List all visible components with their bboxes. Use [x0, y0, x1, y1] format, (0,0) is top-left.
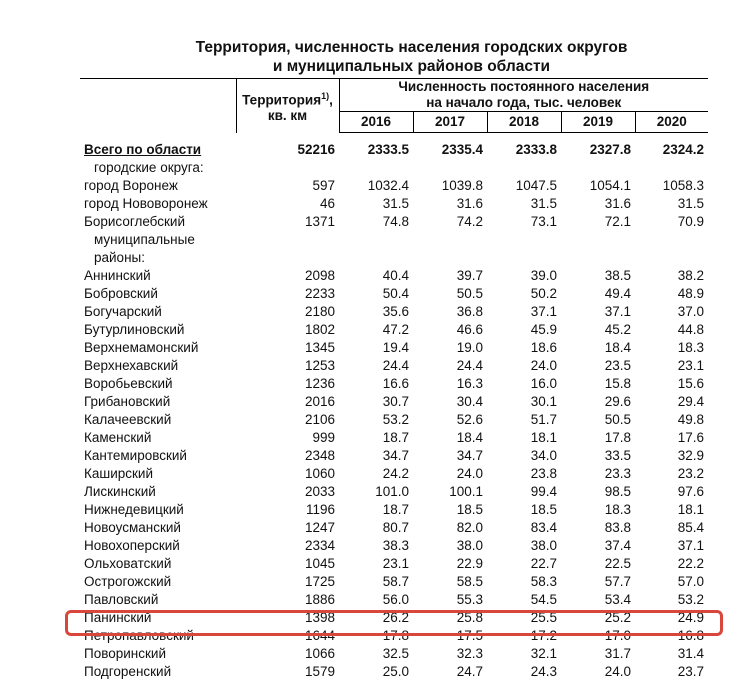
territory-column-header [236, 79, 339, 133]
row-value: 73.1 [530, 214, 557, 229]
row-value: 26.2 [382, 610, 409, 625]
row-value: 39.7 [456, 268, 483, 283]
row-value: 31.6 [604, 196, 631, 211]
row-name: Лискинский [84, 484, 156, 499]
row-value: 35.6 [382, 304, 409, 319]
table-row [80, 483, 708, 501]
table-row [80, 447, 708, 465]
row-value: 45.9 [530, 322, 557, 337]
row-area: 2233 [304, 286, 335, 301]
row-value: 31.5 [530, 196, 557, 211]
row-area: 2016 [304, 394, 335, 409]
row-value: 47.2 [382, 322, 409, 337]
row-value: 31.5 [677, 196, 705, 211]
total-name: Всего по области [84, 141, 202, 157]
table-row [80, 627, 708, 645]
row-value: 15.8 [604, 376, 631, 391]
row-value: 38.0 [456, 538, 483, 553]
row-value: 50.5 [604, 412, 631, 427]
table-row [80, 267, 708, 285]
row-value: 31.4 [677, 646, 705, 661]
row-value: 37.1 [604, 304, 631, 319]
row-value: 31.5 [382, 196, 409, 211]
row-value: 74.2 [456, 214, 483, 229]
territory-suffix: , [329, 92, 333, 107]
row-area: 1802 [304, 322, 335, 337]
row-area: 1345 [304, 340, 335, 355]
table-row [80, 177, 708, 195]
row-area: 2348 [304, 448, 335, 463]
row-value: 18.1 [677, 502, 705, 517]
row-name: Павловский [84, 592, 159, 607]
year-header: 2020 [635, 112, 708, 133]
row-value: 1054.1 [589, 178, 631, 193]
row-value: 29.6 [604, 394, 631, 409]
row-value: 48.9 [677, 286, 705, 301]
title-line-1: Территория, численность населения городских округов [195, 39, 628, 56]
total-value: 2333.5 [367, 142, 409, 157]
row-value: 53.2 [382, 412, 409, 427]
row-name: Аннинский [84, 268, 151, 283]
row-value: 32.5 [382, 646, 409, 661]
table-row [80, 321, 708, 339]
row-value: 97.6 [677, 484, 705, 499]
row-area: 1886 [304, 592, 335, 607]
row-value: 58.3 [530, 574, 557, 589]
row-name: Новохоперский [84, 538, 180, 553]
row-value: 24.7 [456, 664, 483, 679]
table-row [80, 573, 708, 591]
table-row [80, 429, 708, 447]
row-value: 30.1 [530, 394, 557, 409]
row-value: 83.4 [530, 520, 557, 535]
row-value: 16.3 [456, 376, 483, 391]
table-row [80, 375, 708, 393]
row-value: 57.7 [604, 574, 631, 589]
row-name: Панинский [84, 610, 152, 625]
total-value: 2335.4 [441, 142, 483, 157]
row-value: 24.4 [456, 358, 483, 373]
row-value: 18.5 [456, 502, 483, 517]
total-value: 2327.8 [589, 142, 631, 157]
row-name: Бутурлиновский [84, 322, 185, 337]
row-value: 37.1 [677, 538, 705, 553]
row-name: Нижнедевицкий [84, 502, 184, 517]
row-value: 24.0 [604, 664, 631, 679]
row-value: 17.5 [456, 628, 483, 643]
table-row [80, 591, 708, 609]
row-value: 23.1 [677, 358, 705, 373]
table-row [80, 357, 708, 375]
total-value: 2333.8 [515, 142, 557, 157]
row-value: 34.0 [530, 448, 557, 463]
row-value: 58.7 [382, 574, 409, 589]
table-row [80, 519, 708, 537]
section-label-row [80, 249, 708, 267]
row-name: город Нововоронеж [84, 196, 208, 211]
row-value: 34.7 [456, 448, 483, 463]
row-value: 23.1 [382, 556, 409, 571]
row-value: 24.4 [382, 358, 409, 373]
row-value: 31.6 [456, 196, 483, 211]
row-value: 36.8 [456, 304, 483, 319]
row-value: 18.6 [530, 340, 557, 355]
row-value: 83.8 [604, 520, 631, 535]
row-value: 34.7 [382, 448, 409, 463]
row-name: Новоусманский [84, 520, 181, 535]
total-value: 2324.2 [662, 142, 705, 157]
row-value: 52.6 [456, 412, 483, 427]
row-name: Верхнехавский [84, 358, 179, 373]
row-value: 44.8 [677, 322, 705, 337]
row-value: 50.2 [530, 286, 557, 301]
row-value: 22.9 [456, 556, 483, 571]
row-name: Поворинский [84, 646, 166, 661]
row-name: Богучарский [84, 304, 162, 319]
row-value: 18.3 [604, 502, 631, 517]
row-area: 2106 [304, 412, 335, 427]
row-value: 25.8 [456, 610, 483, 625]
row-value: 58.5 [456, 574, 483, 589]
row-area: 597 [312, 178, 335, 193]
row-value: 22.7 [530, 556, 557, 571]
table-row [80, 195, 708, 213]
table-row [80, 339, 708, 357]
section-label-row [80, 159, 708, 177]
row-value: 17.8 [604, 430, 631, 445]
population-header-line-2: на начало года, тыс. человек [426, 95, 622, 110]
row-value: 49.4 [604, 286, 631, 301]
row-value: 38.2 [677, 268, 705, 283]
territory-unit: кв. км [267, 108, 308, 123]
row-value: 40.4 [382, 268, 409, 283]
header-row [80, 79, 708, 112]
row-value: 18.4 [604, 340, 631, 355]
row-value: 31.7 [604, 646, 631, 661]
name-column-header [80, 79, 236, 133]
row-value: 18.7 [382, 502, 409, 517]
row-value: 16.0 [530, 376, 557, 391]
title-line-2: и муниципальных районов области [272, 58, 551, 75]
total-row [80, 133, 708, 160]
row-value: 1058.3 [662, 178, 705, 193]
year-header: 2016 [339, 112, 413, 133]
row-value: 16.8 [677, 628, 705, 643]
row-name: Каменский [84, 430, 152, 445]
row-value: 38.5 [604, 268, 631, 283]
row-value: 22.2 [677, 556, 705, 571]
row-value: 25.5 [530, 610, 557, 625]
row-name: Петропавловский [84, 628, 194, 643]
row-name: Калачеевский [84, 412, 172, 427]
row-value: 18.5 [530, 502, 557, 517]
row-area: 1045 [304, 556, 335, 571]
row-value: 16.6 [382, 376, 409, 391]
table-row [80, 501, 708, 519]
row-value: 56.0 [382, 592, 409, 607]
row-value: 30.4 [456, 394, 483, 409]
row-value: 33.5 [604, 448, 631, 463]
row-value: 18.3 [677, 340, 705, 355]
row-area: 2033 [304, 484, 335, 499]
row-value: 25.2 [604, 610, 631, 625]
territory-footnote: 1) [321, 90, 330, 101]
table-row [80, 285, 708, 303]
row-name: Острогожский [84, 574, 172, 589]
row-area: 1371 [304, 214, 335, 229]
row-area: 1579 [304, 664, 335, 679]
table-row [80, 555, 708, 573]
municipal-section-label-2: районы: [94, 250, 145, 265]
row-name: Бобровский [84, 286, 158, 301]
year-header: 2018 [487, 112, 561, 133]
row-value: 25.0 [382, 664, 409, 679]
row-value: 24.3 [530, 664, 557, 679]
row-value: 18.7 [382, 430, 409, 445]
row-area: 1644 [304, 628, 335, 643]
row-value: 23.3 [604, 466, 631, 481]
row-value: 100.1 [449, 484, 483, 499]
row-value: 32.9 [677, 448, 705, 463]
row-area: 1725 [304, 574, 335, 589]
row-name: Грибановский [84, 394, 171, 409]
row-area: 2334 [304, 538, 335, 553]
table-row [80, 663, 708, 681]
row-value: 19.4 [382, 340, 409, 355]
total-area: 52216 [297, 141, 335, 157]
row-area: 46 [319, 196, 335, 211]
row-name: Кантемировский [84, 448, 187, 463]
row-value: 23.7 [677, 664, 705, 679]
row-name: Борисоглебский [84, 214, 186, 229]
row-value: 72.1 [604, 214, 631, 229]
table-row [80, 393, 708, 411]
urban-section-label: городские округа: [94, 160, 204, 175]
row-value: 54.5 [530, 592, 557, 607]
table-row [80, 537, 708, 555]
table-row [80, 645, 708, 663]
row-value: 37.4 [604, 538, 631, 553]
row-name: Воробьевский [84, 376, 173, 391]
row-value: 45.2 [604, 322, 631, 337]
row-value: 23.5 [604, 358, 631, 373]
row-value: 53.4 [604, 592, 631, 607]
population-table [80, 78, 708, 681]
row-value: 18.1 [530, 430, 557, 445]
row-area: 1060 [304, 466, 335, 481]
row-value: 23.8 [530, 466, 557, 481]
table-row [80, 609, 708, 627]
table-row [80, 213, 708, 231]
row-value: 51.7 [530, 412, 557, 427]
row-value: 22.5 [604, 556, 631, 571]
row-value: 17.8 [382, 628, 409, 643]
row-value: 55.3 [456, 592, 483, 607]
table-row [80, 303, 708, 321]
row-area: 1247 [304, 520, 335, 535]
row-value: 38.3 [382, 538, 409, 553]
table-row [80, 465, 708, 483]
year-header: 2019 [561, 112, 635, 133]
table-body [80, 133, 708, 682]
row-value: 17.6 [677, 430, 705, 445]
row-name: Ольховатский [84, 556, 172, 571]
row-value: 57.0 [677, 574, 705, 589]
row-value: 99.4 [530, 484, 557, 499]
row-area: 1066 [304, 646, 335, 661]
population-header-line-1: Численность постоянного населения [398, 79, 650, 94]
row-area: 1253 [304, 358, 335, 373]
row-area: 1236 [304, 376, 335, 391]
row-value: 1047.5 [515, 178, 557, 193]
row-value: 30.7 [382, 394, 409, 409]
row-value: 39.0 [530, 268, 557, 283]
year-header: 2017 [413, 112, 487, 133]
row-value: 70.9 [677, 214, 705, 229]
row-name: Каширский [84, 466, 153, 481]
municipal-section-label-1: муниципальные [94, 232, 195, 247]
row-value: 50.4 [382, 286, 409, 301]
row-value: 17.2 [530, 628, 557, 643]
row-value: 15.6 [677, 376, 705, 391]
row-value: 53.2 [677, 592, 705, 607]
row-value: 1039.8 [441, 178, 483, 193]
row-value: 24.0 [456, 466, 483, 481]
row-value: 46.6 [456, 322, 483, 337]
row-value: 19.0 [456, 340, 483, 355]
row-area: 1196 [305, 502, 335, 517]
row-value: 50.5 [456, 286, 483, 301]
row-name: город Воронеж [84, 178, 178, 193]
row-name: Верхнемамонский [84, 340, 199, 355]
row-value: 37.0 [677, 304, 705, 319]
row-value: 18.4 [456, 430, 483, 445]
row-area: 1398 [304, 610, 335, 625]
row-value: 32.1 [530, 646, 557, 661]
row-value: 37.1 [530, 304, 557, 319]
territory-label: Территория [242, 92, 322, 107]
row-area: 2180 [304, 304, 335, 319]
population-column-header [339, 79, 708, 112]
row-value: 24.0 [530, 358, 557, 373]
row-value: 17.0 [604, 628, 631, 643]
row-value: 32.3 [456, 646, 483, 661]
row-value: 1032.4 [367, 178, 409, 193]
table-row [80, 411, 708, 429]
row-value: 24.2 [382, 466, 409, 481]
row-area: 999 [312, 430, 335, 445]
row-value: 29.4 [677, 394, 705, 409]
row-area: 2098 [304, 268, 335, 283]
row-value: 82.0 [456, 520, 483, 535]
row-value: 85.4 [677, 520, 705, 535]
row-value: 98.5 [604, 484, 631, 499]
row-value: 80.7 [382, 520, 409, 535]
table-title [0, 38, 748, 76]
row-value: 49.8 [677, 412, 705, 427]
row-value: 101.0 [375, 484, 409, 499]
row-value: 74.8 [382, 214, 409, 229]
row-value: 38.0 [530, 538, 557, 553]
row-value: 23.2 [677, 466, 705, 481]
row-name: Подгоренский [84, 664, 172, 679]
row-value: 24.9 [677, 610, 705, 625]
section-label-row [80, 231, 708, 249]
